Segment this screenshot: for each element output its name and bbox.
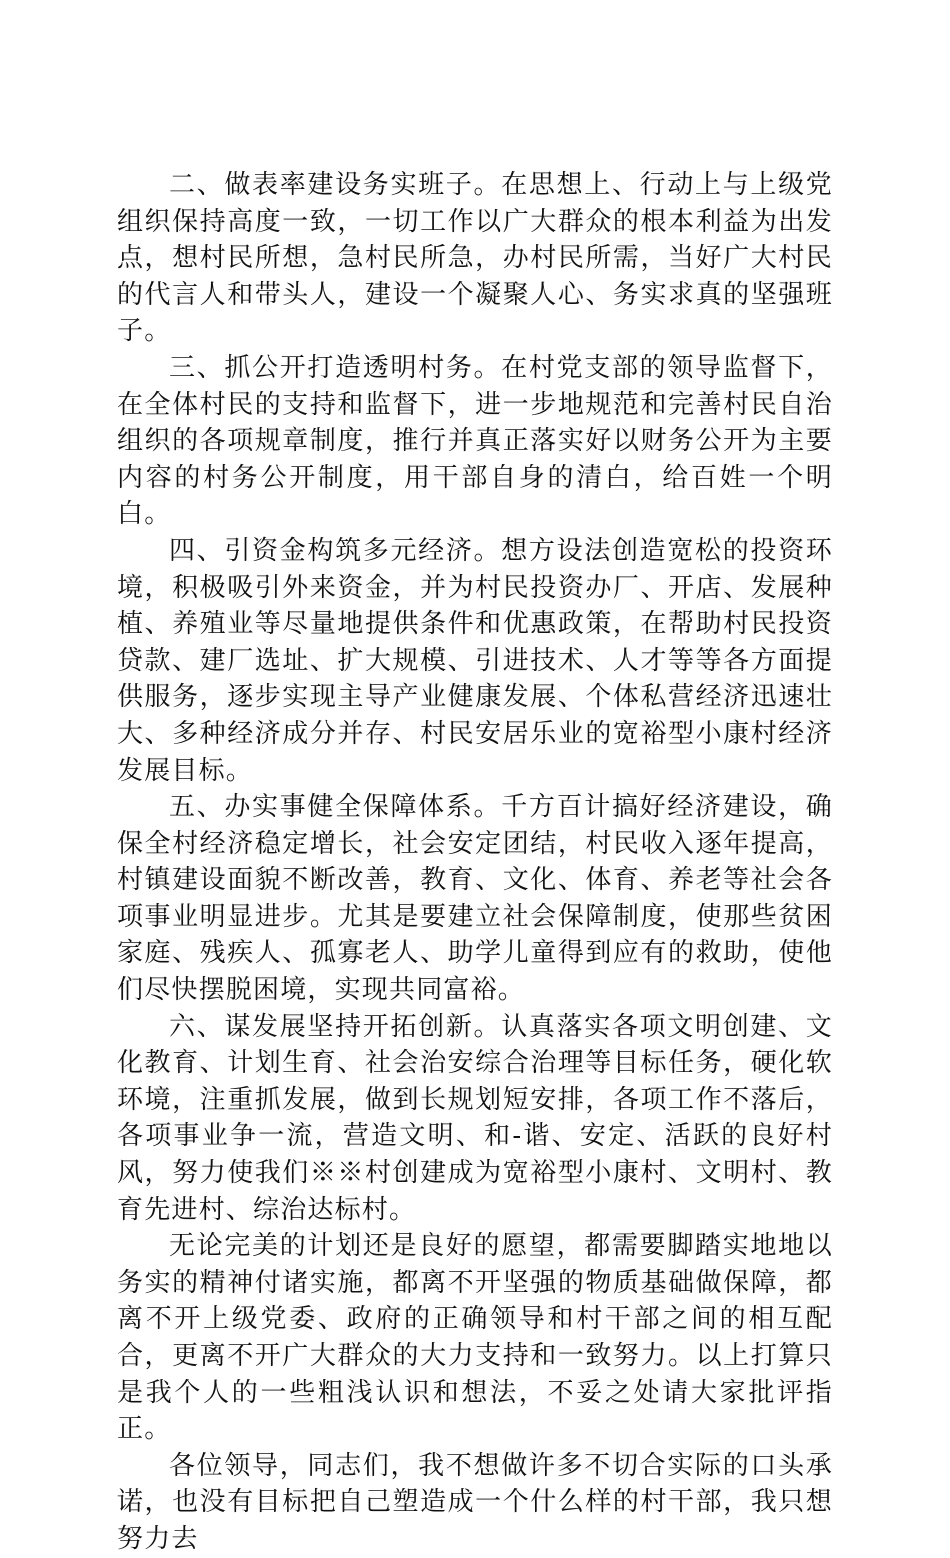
paragraph-open-affairs: 三、抓公开打造透明村务。在村党支部的领导监督下，在全体村民的支持和监督下，进一步地规范和完善村民自治组织的各项规章制度，推行并真正落实好以财务公开为主要内容的村务公开制度，用干部自身的清白，给百姓一个明白。	[117, 352, 833, 530]
paragraph-build-team: 二、做表率建设务实班子。在思想上、行动上与上级党组织保持高度一致，一切工作以广大群众的根本利益为出发点，想村民所想，急村民所急，办村民所需，当好广大村民的代言人和带头人，建设一个凝聚人心、务实求真的坚强班子。	[117, 170, 833, 347]
paragraph-closing: 各位领导，同志们，我不想做许多不切合实际的口头承诺，也没有目标把自己塑造成一个什么样的村干部，我只想努力去	[117, 1450, 833, 1554]
document-body	[117, 167, 833, 1558]
paragraph-security-system: 五、办实事健全保障体系。千方百计搞好经济建设，确保全村经济稳定增长，社会安定团结，村民收入逐年提高，村镇建设面貌不断改善，教育、文化、体育、养老等社会各项事业明显进步。尤其是要建立社会保障制度，使那些贫困家庭、残疾人、孤寡老人、助学儿童得到应有的救助，使他们尽快摆脱困境，实现共同富裕。	[117, 792, 833, 1006]
paragraph-diverse-economy: 四、引资金构筑多元经济。想方设法创造宽松的投资环境，积极吸引外来资金，并为村民投资办厂、开店、发展种植、养殖业等尽量地提供条件和优惠政策，在帮助村民投资贷款、建厂选址、扩大规模、引进技术、人才等等各方面提供服务，逐步实现主导产业健康发展、个体私营经济迅速壮大、多种经济成分并存、村民安居乐业的宽裕型小康村经济发展目标。	[117, 535, 833, 786]
paragraph-innovation: 六、谋发展坚持开拓创新。认真落实各项文明创建、文化教育、计划生育、社会治安综合治理等目标任务，硬化软环境，注重抓发展，做到长规划短安排，各项工作不落后，各项事业争一流，营造文明、和-谐、安定、活跃的良好村风，努力使我们※※村创建成为宽裕型小康村、文明村、教育先进村、综治达标村。	[117, 1011, 833, 1225]
paragraph-conclusion: 无论完美的计划还是良好的愿望，都需要脚踏实地地以务实的精神付诸实施，都离不开坚强的物质基础做保障，都离不开上级党委、政府的正确领导和村干部之间的相互配合，更离不开广大群众的大力支持和一致努力。以上打算只是我个人的一些粗浅认识和想法，不妥之处请大家批评指正。	[117, 1231, 833, 1445]
